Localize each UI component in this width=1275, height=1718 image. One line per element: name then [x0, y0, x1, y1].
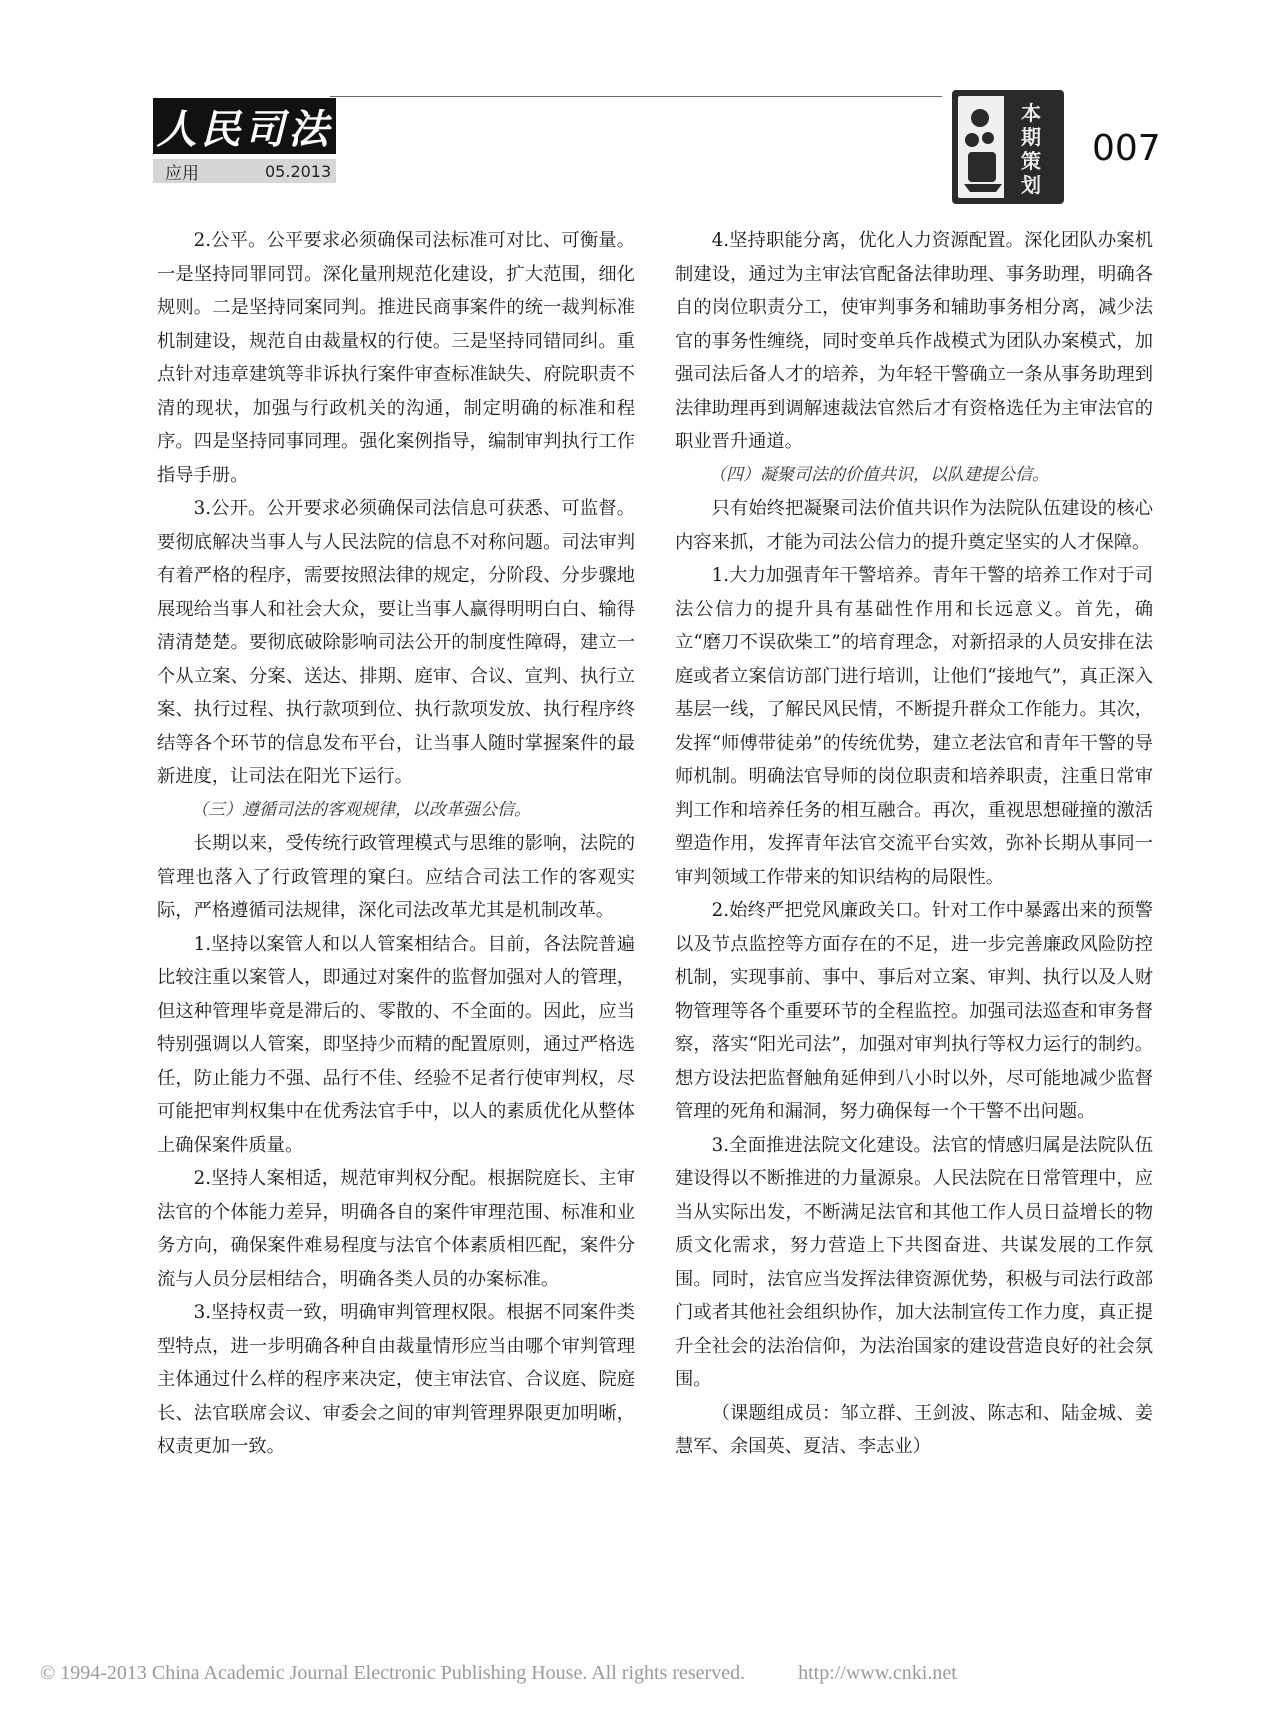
svg-text:策: 策: [1021, 149, 1041, 173]
header-rule: [330, 96, 942, 97]
body-paragraph: 3.坚持权责一致，明确审判管理权限。根据不同案件类型特点，进一步明确各种自由裁量情形应当由哪个审判管理主体通过什么样的程序来决定，使主审法官、合议庭、院庭长、法官联席会议、审委会之间的审判管理界限更加明晰，权责更加一致。: [157, 1302, 635, 1457]
body-paragraph: 只有始终把凝聚司法价值共识作为法院队伍建设的核心内容来抓，才能为司法公信力的提升奠定坚实的人才保障。: [675, 498, 1153, 553]
journal-title: 人民司法: [156, 105, 333, 153]
body-paragraph: 4.坚持职能分离，优化人力资源配置。深化团队办案机制建设，通过为主审法官配备法律助理、事务助理，明确各自的岗位职责分工，使审判事务和辅助事务相分离，减少法官的事务性缠绕，同时变单兵作战模式为团队办案模式，加强司法后备人才的培养，为年轻干警确立一条从事务助理到法律助理再到调解速裁法官然后才有资格选任为主审法官的职业晋升通道。: [675, 230, 1153, 452]
section-subheading: （三）遵循司法的客观规律，以改革强公信。: [191, 799, 531, 820]
body-paragraph: 3.全面推进法院文化建设。法官的情感归属是法院队伍建设得以不断推进的力量源泉。人民法院在日常管理中，应当从实际出发，不断满足法官和其他工作人员日益增长的物质文化需求，努力营造上下共图奋进、共谋发展的工作氛围。同时，法官应当发挥法律资源优势，积极与司法行政部门或者其他社会组织协作，加大法制宣传工作力度，真正提升全社会的法治信仰，为法治国家的建设营造良好的社会氛围。: [675, 1134, 1153, 1390]
body-paragraph: 2.公平。公平要求必须确保司法标准可对比、可衡量。一是坚持同罪同罚。深化量刑规范化建设，扩大范围，细化规则。二是坚持同案同判。推进民商事案件的统一裁判标准机制建设，规范自由裁量权的行使。三是坚持同错同纠。重点针对违章建筑等非诉执行案件审查标准缺失、府院职责不清的现状，加强与行政机关的沟通，制定明确的标准和程序。四是坚持同事同理。强化案例指导，编制审判执行工作指导手册。: [157, 230, 635, 486]
svg-text:本: 本: [1021, 101, 1041, 125]
body-paragraph: 长期以来，受传统行政管理模式与思维的影响，法院的管理也落入了行政管理的窠臼。应结合司法工作的客观实际，严格遵循司法规律，深化司法改革尤其是机制改革。: [157, 833, 635, 921]
section-bar: [153, 159, 336, 183]
body-paragraph: 2.始终严把党风廉政关口。针对工作中暴露出来的预警以及节点监控等方面存在的不足，进一步完善廉政风险防控机制，实现事前、事中、事后对立案、审判、执行以及人财物管理等各个重要环节的全程监控。加强司法巡查和审务督察，落实“阳光司法”，加强对审判执行等权力运行的制约。想方设法把监督触角延伸到八小时以外，尽可能地减少监督管理的死角和漏洞，努力确保每一个干警不出问题。: [675, 900, 1153, 1122]
section-label: 应用: [165, 163, 199, 184]
body-paragraph: 3.公开。公开要求必须确保司法信息可获悉、可监督。要彻底解决当事人与人民法院的信息不对称问题。司法审判有着严格的程序，需要按照法律的规定，分阶段、分步骤地展现给当事人和社会大众，要让当事人赢得明明白白、输得清清楚楚。要彻底破除影响司法公开的制度性障碍，建立一个从立案、分案、送达、排期、庭审、合议、宣判、执行立案、执行过程、执行款项到位、执行款项发放、执行程序终结等各个环节的信息发布平台，让当事人随时掌握案件的最新进度，让司法在阳光下运行。: [157, 498, 635, 787]
issue-label: 05.2013: [265, 161, 332, 181]
feature-stamp-logo: [950, 88, 1066, 206]
right-column: [675, 224, 1153, 1464]
cnki-link[interactable]: http://www.cnki.net: [798, 1662, 957, 1684]
svg-text:期: 期: [1021, 125, 1041, 149]
copyright-footer: [40, 1662, 1235, 1685]
journal-masthead: [153, 98, 336, 154]
body-paragraph: 2.坚持人案相适，规范审判权分配。根据院庭长、主审法官的个体能力差异，明确各自的案件审理范围、标准和业务方向，确保案件难易程度与法官个体素质相匹配，案件分流与人员分层相结合，明确各类人员的办案标准。: [157, 1168, 635, 1290]
left-column: [157, 224, 635, 1464]
page-number: 007: [1092, 128, 1161, 169]
body-paragraph: 1.坚持以案管人和以人管案相结合。目前，各法院普遍比较注重以案管人，即通过对案件的监督加强对人的管理，但这种管理毕竟是滞后的、零散的、不全面的。因此，应当特别强调以人管案，即坚持少而精的配置原则，通过严格选任，防止能力不强、品行不佳、经验不足者行使审判权，尽可能把审判权集中在优秀法官手中，以人的素质优化从整体上确保案件质量。: [157, 933, 635, 1156]
svg-text:划: 划: [1021, 173, 1041, 197]
body-paragraph: （课题组成员：邹立群、王剑波、陈志和、陆金城、姜慧军、余国英、夏洁、李志业）: [675, 1402, 1153, 1457]
section-subheading: （四）凝聚司法的价值共识，以队建提公信。: [709, 464, 1049, 485]
body-paragraph: 1.大力加强青年干警培养。青年干警的培养工作对于司法公信力的提升具有基础性作用和长远意义。首先，确立“磨刀不误砍柴工”的培育理念，对新招录的人员安排在法庭或者立案信访部门进行培训，让他们“接地气”，真正深入基层一线，了解民风民情，不断提升群众工作能力。其次，发挥“师傅带徒弟”的传统优势，建立老法官和青年干警的导师机制。明确法官导师的岗位职责和培养职责，注重日常审判工作和培养任务的相互融合。再次，重视思想碰撞的激活塑造作用，发挥青年法官交流平台实效，弥补长期从事同一审判领域工作带来的知识结构的局限性。: [675, 565, 1153, 888]
copyright-text: © 1994-2013 China Academic Journal Electronic Publishing House. All rights reserved.: [40, 1662, 746, 1684]
